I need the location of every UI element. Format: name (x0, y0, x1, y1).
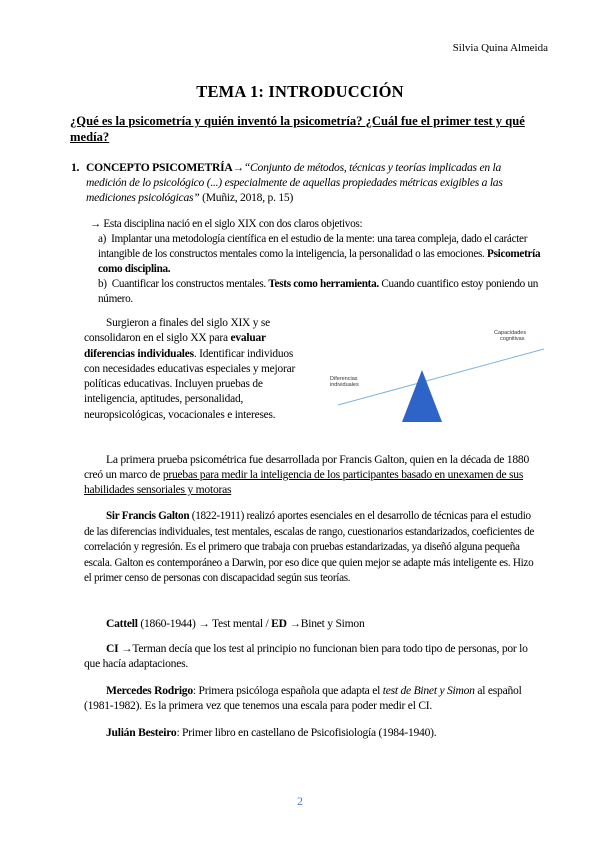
ci-text: →Terman decía que los test al principio no funcionan bien para todo tipo de personas, por lo que hacía adaptaciones. (84, 642, 528, 670)
page-title: TEMA 1: INTRODUCCIÓN (196, 82, 404, 101)
balance-diagram (308, 322, 546, 434)
galton-intro-text: La primera prueba psicométrica fue desarrollada por Francis Galton, quien en la década de 1880 creó un marco de (84, 453, 529, 481)
galton-text: (1822-1911) realizó aportes esenciales en el desarrollo de técnicas para el estudio de las diferencias individuales, test mentales, escalas de rango, cuestionarios estandarizados, coeficientes de correlación y regresión. Es el primero que trabaja con pruebas estandarizadas, ya diseñó alguna pequeña escala. Galton es contemporáneo a Darwin, por eso dice que quien mejor se adapte más inteligente es. Hizo el primer censo de personas con discapacidad según sus teorías. (84, 510, 535, 584)
mercedes-text-2: al español (1981-1982). Es la primera vez que tenemos una escala para poder medir el CI. (84, 684, 522, 712)
ci-paragraph (84, 641, 542, 671)
besteiro-paragraph (84, 725, 542, 740)
objectives-intro: → Esta disciplina nació en el siglo XIX con dos claros objetivos: (90, 218, 363, 230)
mercedes-italic: test de Binet y Simon (382, 684, 475, 697)
objective-b-tail: Cuando cuantifico estoy poniendo un número. (98, 278, 539, 305)
author-name: Silvia Quina Almeida (452, 42, 548, 54)
arrow-icon: → (232, 161, 244, 174)
mercedes-name: Mercedes Rodrigo (106, 684, 193, 697)
ci-label: CI (106, 642, 119, 655)
label-right-line2: cognitivas (500, 336, 525, 342)
objective-a-prefix: a) (98, 233, 107, 245)
label-right-line1: Capacidades (494, 330, 527, 336)
definition-quote: “Conjunto de métodos, técnicas y teorías implicadas en la medición de lo psicológico (...) especialmente de aquellas propiedades métricas exigibles a las mediciones psicológicas” (86, 161, 503, 204)
galton-paragraph (84, 509, 542, 587)
cattell-paragraph (84, 616, 542, 631)
origins-paragraph (84, 316, 298, 423)
section-number: 1. (71, 161, 80, 174)
cattell-name: Cattell (106, 617, 138, 630)
origins-text-2: . Identificar individuos con necesidades educativas especiales y mejorar políticas educativas. Incluyen pruebas de inteligencia, aptitudes, personalidad, neuropsicológicas, vocacionales e intereses. (84, 347, 296, 421)
mercedes-text-1: : Primera psicóloga española que adapta el (192, 684, 383, 697)
cattell-text: (1860-1944) → Test mental / (137, 617, 272, 630)
objective-a-bold: Psicometría como disciplina. (98, 248, 541, 275)
galton-intro-underlined: pruebas para medir la inteligencia de los participantes basado en unexamen de sus habilidades sensoriales y motoras (84, 468, 524, 496)
label-left-line2: individuales (330, 382, 359, 388)
origins-bold: evaluar diferencias individuales (84, 332, 266, 360)
objective-b-text: Cuantificar los constructos mentales. (111, 278, 266, 290)
label-left-line1: Diferencias (330, 376, 358, 382)
galton-name: Sir Francis Galton (106, 510, 190, 522)
besteiro-text: : Primer libro en castellano de Psicofisiología (1984-1940). (176, 726, 437, 739)
objective-b-bold: Tests como herramienta. (268, 278, 379, 290)
objective-b-prefix: b) (98, 278, 107, 290)
mercedes-paragraph (84, 683, 542, 713)
objective-a-text: Implantar una metodología científica en el estudio de la mente: una tarea compleja, dado el carácter intangible de los constructos mentales como la inteligencia, la personalidad o las emociones. (98, 233, 528, 260)
balance-beam (338, 349, 544, 405)
section-question: ¿Qué es la psicometría y quién inventó la psicometría? ¿Cuál fue el primer test y qué medía? (70, 114, 525, 144)
objective-a (98, 232, 542, 277)
objective-b (98, 277, 542, 307)
cattell-ed: ED (271, 617, 287, 630)
balance-fulcrum (402, 370, 442, 422)
page-number: 2 (297, 794, 303, 808)
cattell-tail: →Binet y Simon (286, 617, 365, 630)
section-1-definition (72, 160, 542, 205)
section-label: CONCEPTO PSICOMETRÍA (86, 161, 233, 174)
origins-text-1: Surgieron a finales del siglo XIX y se consolidaron en el siglo XX para (84, 317, 270, 345)
citation: (Muñiz, 2018, p. 15) (199, 191, 294, 204)
besteiro-name: Julián Besteiro (106, 726, 177, 739)
objectives-list (90, 217, 542, 307)
galton-intro-paragraph (84, 452, 542, 497)
